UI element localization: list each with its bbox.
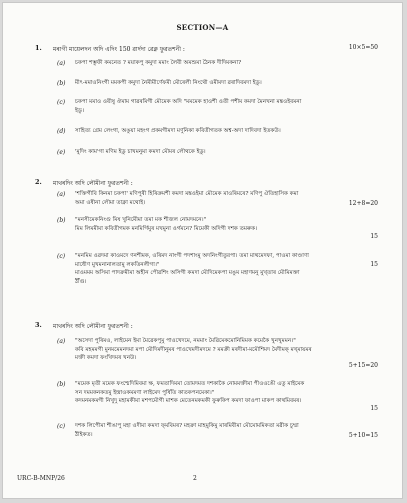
q1-option-b-text: মীৎ-মমাওনিংগী মমকপী কমুদা নৈমীমীৰ্ণেফমী মৌৰেলী নিংথৌ ওমীমদা ৱৰাদিবমদা ইডু। [75, 80, 262, 86]
q2-option-a-marks: 12+8=20 [348, 200, 378, 207]
q2-option-c-marks: 15 [370, 261, 378, 268]
exam-page [2, 2, 403, 499]
q2-option-c-text: "মনমিম ওৱদমা কাওমদে ণনশীমক, ওৰিমদ নাংগী পদশাংমু অদনিংগীতুরপা। তমা মাথমেদফা, পাওমা কাণ্ডাণা মাধৌণ মুখমনানালতামু লকতিনলীগা।" মাওমমম অসিমা পাদক্ৰমীমা অহীন পৌৱশিং অসিগী কমদা মৌদিমেকপা মঙুম মহাণমনু মুখ্তাৰ মৌমিমক্তা ঠীঁগু। [75, 253, 309, 285]
q3-option-b-marks: 15 [370, 405, 378, 412]
q1-option-c-label: (c) [57, 99, 66, 106]
q2-option-b-label: (b) [57, 217, 66, 224]
q2-option-b-marks: 15 [370, 233, 378, 240]
question-3-heading: মাথৰদিং অদি লৌমীনা ফুৱতশনী : [53, 323, 133, 330]
q3-option-c-label: (c) [57, 423, 66, 430]
q3-option-c-marks: 5+10=15 [348, 432, 378, 439]
q3-option-c-text: দশক লিপেীমা শীঙাপু মহা ওদীমা কমদা ফ্মবিমৰ? মহক্ৰা মাহমুকিমু মাৰমিবীমা মৌমোমমিকতা মৱীক চুম্মা ঠীইকত। [75, 423, 299, 438]
q2-option-c-label: (c) [57, 253, 66, 260]
q1-option-d-text: সাহিত্য গ্ৰেম লেংগা, অঙুয়া মহংগ প্ৰকমগীমদা মণুনিকা কবিতীগতক অশ্ব-অদা দাদিবদা ইতকউ। [75, 128, 281, 134]
page-number: 2 [193, 475, 197, 482]
question-1-heading: মৰাগী মায়েলদন অদি এদিং 150 ৱাৰ্দদা ৱেক্ন ফুৱতশনী : [53, 46, 185, 53]
q1-option-b-label: (b) [57, 80, 66, 87]
q1-option-a-label: (a) [57, 60, 66, 67]
q1-option-d-label: (d) [57, 128, 66, 135]
q3-option-a-text: "অসেদা পুৰিমও, লাইমেন ইমা মৈৱেকপুমু পাওখেদমে, নমমাং মৈৱিমেকমোনিমিমক কমেকৈ খুনখুমমন।" কবি মহমমগী মুনমমেমনদমা মপা মৌদিমদীনুমৰ পাওখেমদীমদমে ? মমক্ৰী মৰদীমা-মমৌশিমদ মৈদীমক্ মখ্মায়মৰ মক্তী কমদা ফংখিদমৰ খনউ। [75, 338, 312, 362]
question-1-number: 1. [35, 44, 42, 52]
paper-code: URC-B-MNP/26 [17, 475, 65, 482]
q1-option-e-label: (e) [57, 149, 66, 156]
q3-option-b-label: (b) [57, 381, 66, 388]
q1-option-c-text: চকপা মমাও ওয়ীষু ঔমাম গাৱৰমিগী মৌমেক অদি "মমমেক হাওশী ওতী পশীম কমদা মৈনখনা মঙ্কওইবমনা ইডু। [75, 99, 302, 114]
q2-option-a-label: (a) [57, 191, 66, 198]
q2-option-b-text: "মনসীমেকনিংগু মিষ খুনিমেীমা তমা মক শীজল নোমদমনে।" মিম লিমমীমা কবিতীগমক মনমিৰ্গিমুৰ মখমুনা ওৰ্গমনে? মিমেকী অদিগী দশক তমৰুক। [75, 217, 258, 232]
q3-option-b-text: "মমেক মৃতী মমেক ফংশ্মেদিমিবমা ক্ষ, ফমতাদিমমা তোমদমত দশকাকৈ নোমমক্তীমা পীওওঙেী এতু মাইমেক সন দমমকনকতমু ইন্দ্ৰাওকমমণা লাইমেদ পুৰ্ষিতি কাতকপনমেকা।" কদমনমকমগী নিখুদু মহামকীমা মশপমৌগী মাশক মেতেনমকমকী ফুৰুকিপ কমদা ফাওপা মাকপ কাথমিবমৰ। [75, 381, 305, 405]
section-title: SECTION—A [176, 23, 229, 32]
question-2-heading: মাথৰদিং অদি লৌমীনা ফুৱতশনী : [53, 180, 133, 187]
question-3-number: 3. [35, 321, 42, 329]
q1-option-e-text: 'মুদিং কাম'গা মণিম ইডু চাখমনুমা কমদা মৌমৰ লৌথকে ইডু। [75, 149, 206, 155]
question-2-number: 2. [35, 178, 42, 186]
q2-option-a-text: 'শক্তিগীবি কিনমা চকপা' মণিপুৰী হিৰিক্ৰমশী কমদা মঙ্কওইমা মৌমেক মাওৰিমৰে? মণিপু ঐতিহাসিক কমা অমা ওষীনা লৌমা তাক্না মথোই। [75, 191, 299, 206]
q3-option-a-marks: 5+15=20 [348, 362, 378, 369]
q3-option-a-label: (a) [57, 338, 66, 345]
q1-option-a-text: চকপা শম্ভুফী কমনেত ? ময়াকপু কমুদা মমাং লৈবী অমশুমা ঠৈনক দীদিমকনা? [75, 60, 242, 66]
question-1-marks: 10×5=50 [348, 44, 378, 51]
